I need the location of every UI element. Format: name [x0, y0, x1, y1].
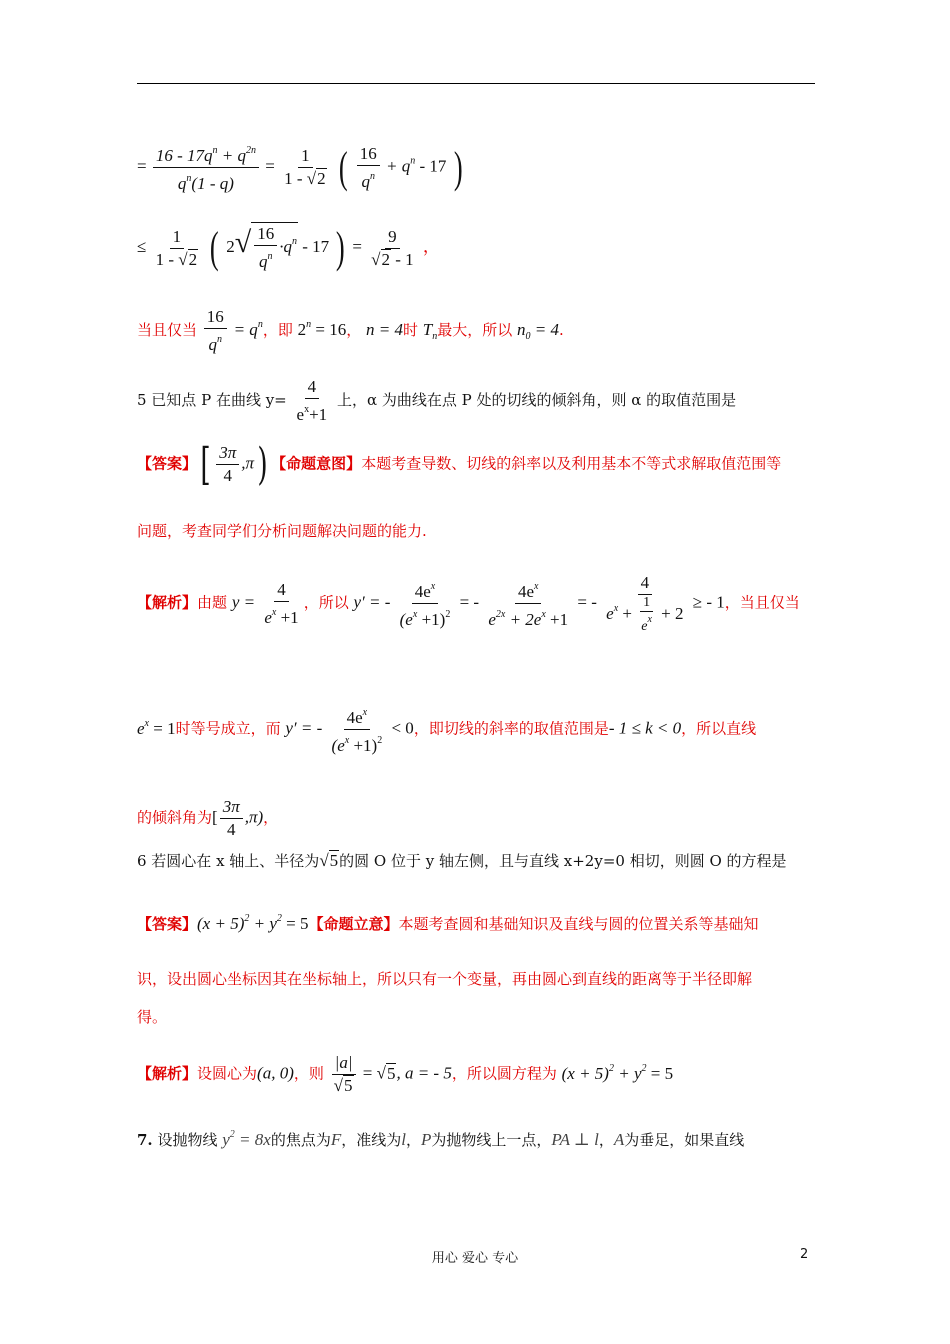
fraction: $\frac{|a|}{√5}$ [331, 1052, 357, 1097]
question-5: 5 已知点 P 在曲线 y= $\frac{4}{e^x+1}$ 上，α 为曲线在点 P 处的切线的倾斜角，则 α 的取值范围是 [137, 377, 737, 424]
fraction: $\frac{4}{e^x+1}$ [296, 377, 328, 424]
page-number: 2 [800, 1247, 809, 1262]
page-footer: 用心 爱心 专心 [431, 1251, 519, 1266]
solution-5: 【解析】由题 y = $\frac{4}{e^x +1}$ ，所以 y′ = - $\frac{4e^x}{(e^x +1)^2}$ = - $\frac{4e^x}{e^{2x} + 2e^x +1}$ = - 4 $e^x$ + $\frac{1}{e^x}$ + 2 ≥ - 1，当且仅当 [137, 573, 800, 634]
fraction: $\frac{3\pi}{4}$ [216, 442, 239, 487]
answer-6: 【答案】$(x + 5)^2 + y^2 = 5$【命题立意】本题考查圆和基础知识及直线与圆的位置关系等基础知 [137, 913, 759, 933]
answer-5-cont: 问题，考查同学们分析问题解决问题的能力. [137, 522, 427, 540]
header-rule [137, 83, 815, 84]
fraction: $\frac{16}{q^n}$ [204, 306, 227, 356]
solution-6: 【解析】设圆心为(a, 0)，则 $\frac{|a|}{√5}$ = √5, a = - 5，所以圆方程为 $(x + 5)^2 + y^2 = 5$ [137, 1053, 674, 1095]
fraction: $\frac{4}{e^x +1}$ [264, 579, 299, 627]
solution-5-cont: $e^x = 1$时等号成立，而 y′ = - $\frac{4e^x}{(e^x +1)^2}$ < 0，即切线的斜率的取值范围是- 1 ≤ k < 0，所以直线 [137, 702, 817, 757]
fraction: $\frac{9}{√2 - 1}$ [371, 226, 414, 269]
equation-line-1: = $\frac{16 - 17q^n + q^{2n}}{q^n(1 - q)}$ = $\frac{1}{1 - √2}$ ( $\frac{16}{q^n}$ + $q^n - 17$ ) [137, 140, 817, 195]
fraction: $\frac{1}{1 - √2}$ [284, 146, 326, 188]
fraction: 4 $e^x$ + $\frac{1}{e^x}$ + 2 [606, 573, 684, 634]
fraction: $\frac{4e^x}{(e^x +1)^2}$ [397, 576, 454, 631]
fraction: $\frac{4e^x}{e^{2x} + 2e^x +1}$ [485, 576, 571, 631]
equation-line-2: ≤ $\frac{1}{1 - √2}$ ( 2√ $\frac{16}{q^n}$ $\cdot q^n - 17$ ) = $\frac{9}{√2 - 1}$ ， [137, 223, 440, 272]
conclusion-line: 当且仅当 $\frac{16}{q^n}$ = $q^n$，即 $2^n = 16$， n = 4时 $T_n$最大，所以 $n_0 = 4$. [137, 307, 564, 354]
question-6: 6 若圆心在 x 轴上、半径为√5的圆 O 位于 y 轴左侧，且与直线 x+2y=0 相切，则圆 O 的方程是 [137, 851, 787, 870]
solution-5-end: 的倾斜角为[ $\frac{3\pi}{4}$ ,π)， [137, 797, 279, 839]
fraction: $\frac{3\pi}{4}$ [220, 796, 243, 841]
fraction: $\frac{16 - 17q^n + q^{2n}}{q^n(1 - q)}$ [153, 140, 259, 195]
question-7: 7. 设抛物线 $y^2 = 8x$的焦点为F，准线为l，P为抛物线上一点，PA ⊥ l，A为垂足，如果直线 [137, 1129, 745, 1149]
fraction: $\frac{4e^x}{(e^x +1)^2}$ [329, 702, 386, 757]
answer-6-end: 得。 [137, 1008, 168, 1026]
answer-6-cont: 识，设出圆心坐标因其在坐标轴上，所以只有一个变量，再由圆心到直线的距离等于半径即解 [137, 970, 753, 988]
fraction: $\frac{16}{q^n}$ [357, 143, 380, 193]
fraction: $\frac{1}{1 - √2}$ [155, 226, 198, 269]
fraction: $\frac{16}{q^n}$ [254, 223, 277, 273]
answer-5: 【答案】[ $\frac{3\pi}{4}$ ,π) 【命题意图】本题考查导数、切线的斜率以及利用基本不等式求解取值范围等 [137, 438, 782, 490]
